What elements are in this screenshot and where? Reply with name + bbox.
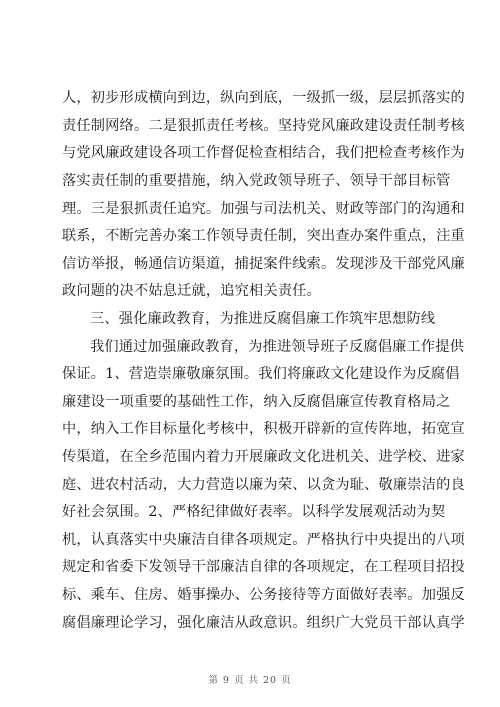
text-line: 机，认真落实中央廉洁自律各项规定。严格执行中央提出的八项 (62, 532, 465, 548)
text-line: 我们通过加强廉政教育，为推进领导班子反腐倡廉工作提供 (90, 339, 465, 355)
text-line: 联系，不断完善办案工作领导责任制，突出查办案件重点，注重 (62, 228, 465, 244)
text-line: 庭、进农村活动，大力营造以廉为荣、以贪为耻、敬廉崇洁的良 (62, 477, 465, 493)
text-line: 好社会氛围。2、严格纪律做好表率。以科学发展观活动为契 (62, 504, 446, 520)
text-line: 人，初步形成横向到边，纵向到底，一级抓一级，层层抓落实的 (62, 90, 465, 106)
text-line: 标、乘车、住房、婚事操办、公务接待等方面做好表率。加强反 (62, 587, 465, 603)
page-number-footer: 第 9 页 共 20 页 (208, 675, 292, 686)
text-line: 与党风廉政建设各项工作督促检查相结合，我们把检查考核作为 (62, 145, 465, 161)
text-line: 责任制网络。二是狠抓责任考核。坚持党风廉政建设责任制考核 (62, 118, 465, 134)
text-line: 落实责任制的重要措施，纳入党政领导班子、领导干部目标管 (62, 173, 451, 189)
text-line: 政问题的决不姑息迁就，追究相关责任。 (62, 283, 321, 299)
text-line: 腐倡廉理论学习，强化廉洁从政意识。组织广大党员干部认真学 (62, 615, 465, 631)
text-line: 理。三是狠抓责任追究。加强与司法机关、财政等部门的沟通和 (62, 201, 465, 217)
section-heading: 三、强化廉政教育，为推进反腐倡廉工作筑牢思想防线 (90, 311, 436, 327)
text-line: 传渠道，在全乡范围内着力开展廉政文化进机关、进学校、进家 (62, 449, 465, 465)
text-line: 保证。1、营造崇廉敬廉氛围。我们将廉政文化建设作为反腐倡 (62, 366, 460, 382)
text-line: 规定和省委下发领导干部廉洁自律的各项规定，在工程项目招投 (62, 559, 465, 575)
text-line: 中，纳入工作目标量化考核中，积极开辟新的宣传阵地，拓宽宣 (62, 421, 465, 437)
text-line: 信访举报，畅通信访渠道，捕捉案件线索。发现涉及干部党风廉 (62, 256, 465, 272)
text-line: 廉建设一项重要的基础性工作，纳入反腐倡廉宣传教育格局之 (62, 394, 451, 410)
